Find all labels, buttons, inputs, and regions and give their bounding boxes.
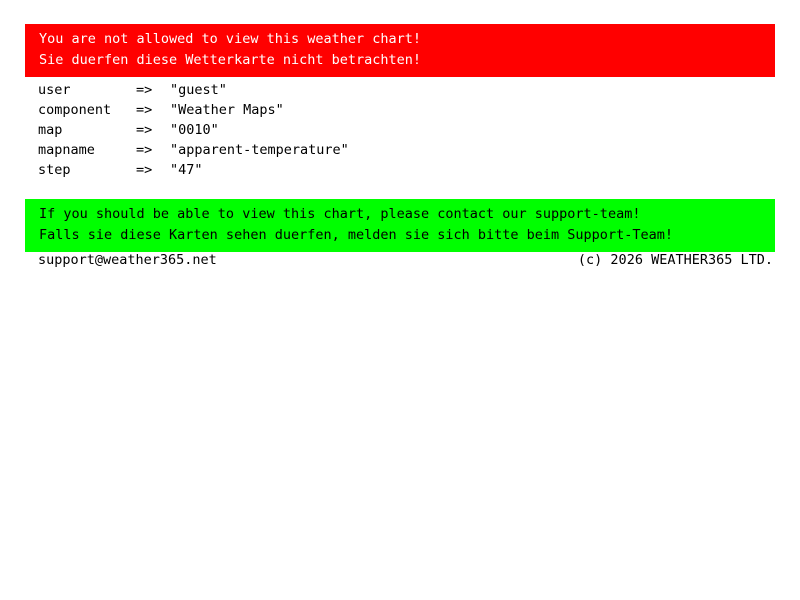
table-row [38,80,349,100]
table-row [38,140,349,160]
info-banner-line-en: If you should be able to view this chart, please contact our support-team! [39,206,641,222]
detail-value-map: "0010" [170,122,219,138]
detail-arrow: => [136,122,153,138]
table-row [38,100,349,120]
detail-arrow: => [136,82,153,98]
request-details-table [38,80,349,180]
detail-value-step: "47" [170,162,203,178]
detail-arrow: => [136,142,153,158]
detail-value-user: "guest" [170,82,227,98]
copyright-notice: (c) 2026 WEATHER365 LTD. [577,252,773,268]
detail-value-mapname: "apparent-temperature" [170,142,349,158]
detail-arrow: => [136,102,153,118]
detail-key-component: component [38,102,112,118]
info-banner-line-de: Falls sie diese Karten sehen duerfen, melden sie sich bitte beim Support-Team! [39,227,673,243]
detail-key-map: map [38,122,63,138]
table-row [38,120,349,140]
error-banner-line-en: You are not allowed to view this weather chart! [39,31,422,47]
page-footer [38,250,773,270]
detail-arrow: => [136,162,153,178]
support-email-link[interactable]: support@weather365.net [38,252,217,268]
detail-value-component: "Weather Maps" [170,102,284,118]
error-banner [25,24,775,77]
detail-key-step: step [38,162,71,178]
detail-key-mapname: mapname [38,142,95,158]
info-banner [25,199,775,252]
error-banner-line-de: Sie duerfen diese Wetterkarte nicht betrachten! [39,52,422,68]
table-row [38,160,349,180]
detail-key-user: user [38,82,71,98]
